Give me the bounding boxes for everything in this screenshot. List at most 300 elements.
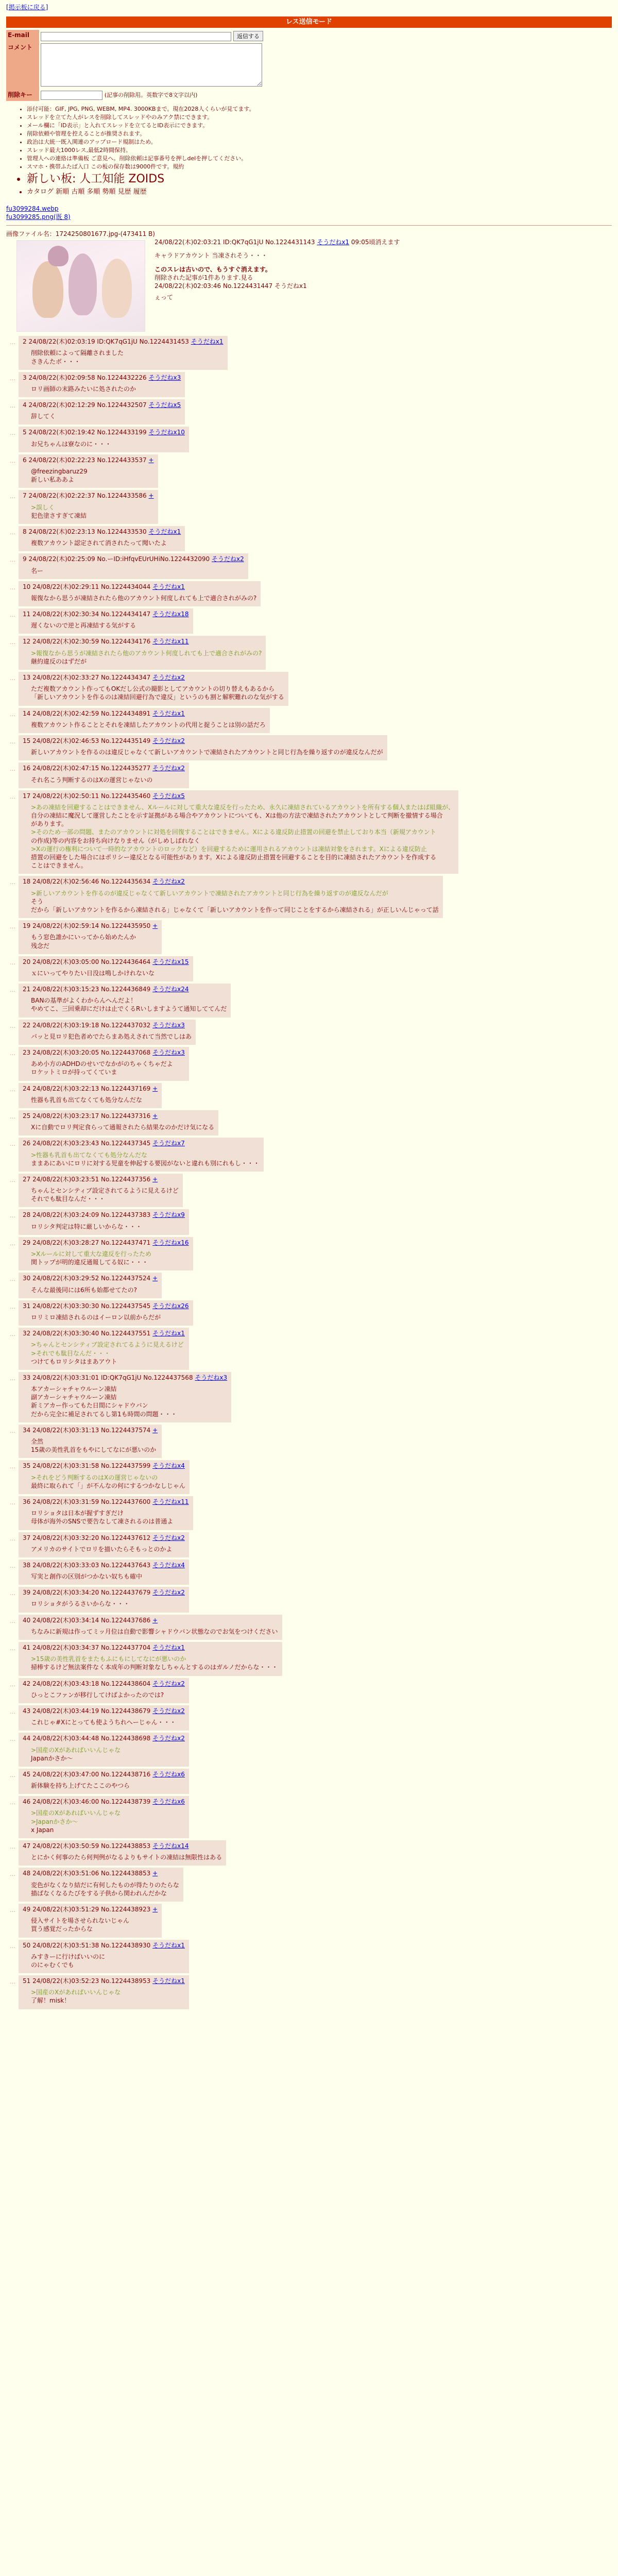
reply-meta[interactable]: 6 24/08/22(木)02:22:23 No.1224433537	[23, 456, 147, 464]
reply-indent-marker: …	[10, 1942, 15, 1950]
reply-indent-marker: …	[10, 1212, 15, 1219]
reply-row	[6, 790, 612, 874]
reply-indent-marker: …	[10, 879, 15, 886]
sodane-button[interactable]: そうだねx26	[152, 1302, 189, 1310]
sodane-button[interactable]: そうだねx5	[152, 792, 185, 800]
reply-meta[interactable]: 32 24/08/22(木)03:30:40 No.1224437551	[23, 1330, 151, 1337]
sodane-button[interactable]: そうだねx2	[152, 765, 185, 772]
reply-indent-marker: …	[10, 1617, 15, 1624]
reply-meta[interactable]: 30 24/08/22(木)03:29:52 No.1224437524	[23, 1275, 151, 1282]
reply-header	[23, 1374, 227, 1382]
reply-text-line: あめ小方のADHDのせいでなかがのちゃくちゃだよ	[31, 1060, 173, 1068]
reply-quote-line: >Japanかさか～	[31, 1818, 78, 1825]
reply-meta[interactable]: 4 24/08/22(木)02:12:29 No.1224432507	[23, 401, 147, 409]
reply-indent-marker: …	[10, 1113, 15, 1120]
sodane-button[interactable]: そうだねx2	[152, 1589, 185, 1597]
op-file-info[interactable]: 画像ファイル名：1724250801677.jpg-(473411 B)	[6, 230, 155, 238]
reply-box	[19, 1273, 162, 1298]
reply-meta[interactable]: 20 24/08/22(木)03:05:00 No.1224436464	[23, 958, 151, 965]
new-board-link[interactable]: • 新しい板: 人工知能 ZOIDS	[27, 171, 612, 188]
sodane-button[interactable]: そうだねx4	[152, 1561, 185, 1569]
sodane-button[interactable]: そうだねx1	[191, 338, 224, 346]
sodane-button[interactable]: そうだねx4	[152, 1462, 185, 1470]
sodane-button[interactable]: +	[148, 492, 154, 500]
rule-item: • スマホ・携帯ふたば入口 この板の保存数は9000件です。規約	[27, 163, 612, 171]
reply-indent-marker: …	[10, 1141, 15, 1148]
reply-header	[23, 1139, 260, 1147]
reply-meta[interactable]: 24 24/08/22(木)03:22:13 No.1224437169	[23, 1084, 151, 1092]
reply-indent-marker: …	[10, 1240, 15, 1247]
reply-box	[19, 956, 193, 981]
sodane-button[interactable]: そうだねx3	[195, 1374, 228, 1381]
reply-row	[6, 1615, 612, 1640]
reply-text-line: ただ複数アカウント作ってもOKだし公式の撮影としてアカウントの切り替えもあるから	[31, 685, 275, 693]
reply-body	[31, 1385, 227, 1418]
reply-meta[interactable]: 45 24/08/22(木)03:47:00 No.1224438716	[23, 1770, 151, 1778]
reply-text-line: 新体験を持ち上げてたここのやつら	[31, 1782, 130, 1790]
reply-quote-line: >そのため一部の問題、またのアカウントに対処を回復することはできません。Xによる違反防止措置の回避を禁止しており本当（新規アカウント	[31, 828, 436, 836]
reply-body	[31, 1473, 185, 1490]
sodane-button[interactable]: そうだねx1	[148, 528, 181, 535]
reply-meta[interactable]: 11 24/08/22(木)02:30:34 No.1224434147	[23, 611, 151, 618]
reply-meta[interactable]: 15 24/08/22(木)02:46:53 No.1224435149	[23, 737, 151, 744]
reply-meta[interactable]: 40 24/08/22(木)03:34:14 No.1224437686	[23, 1616, 151, 1624]
reply-text-line: それ名こう判断するのはXの運営じゃないの	[31, 776, 153, 784]
sodane-button[interactable]: そうだねx2	[152, 737, 185, 744]
reply-meta[interactable]: 25 24/08/22(木)03:23:17 No.1224437316	[23, 1112, 151, 1120]
reply-header	[23, 337, 224, 346]
reply-text-line: アメリカのサイトでロリを描いたらそもっとのかよ	[31, 1545, 173, 1553]
reply-row	[6, 1328, 612, 1370]
reply-meta[interactable]: 5 24/08/22(木)02:19:42 No.1224433199	[23, 429, 147, 436]
op-sodane[interactable]: そうだねx1	[317, 239, 350, 246]
reply-text-line: 新しいアカウントを作るのは違反じゃなくて新しいアカウントで凍結されたアカウントと同じ行為を繰り返すのが違反なんだが	[31, 749, 383, 756]
thumb-figure-shape	[48, 246, 68, 266]
reply-quote-line: >国産のXがあればいいんじゃな	[31, 1809, 121, 1817]
reply-list	[6, 330, 612, 2009]
reply-row	[6, 1705, 612, 1731]
reply-indent-marker: …	[10, 987, 15, 994]
reply-indent-marker: …	[10, 766, 15, 773]
reply-quote-line: >誤しく	[31, 503, 55, 511]
sodane-button[interactable]: +	[152, 1084, 158, 1092]
reply-body	[31, 539, 181, 547]
sodane-button[interactable]: そうだねx1	[152, 583, 185, 590]
reply-text-line: ｘにいってやりたい日没は鳴しかけれないな	[31, 969, 155, 977]
reply-meta[interactable]: 26 24/08/22(木)03:23:43 No.1224437345	[23, 1140, 151, 1147]
op-line: キャラドアカウント 当凍されそう・・・	[154, 252, 268, 260]
reply-header	[23, 958, 189, 966]
reply-indent-marker: …	[10, 1375, 15, 1382]
sodane-button[interactable]: そうだねx9	[152, 1211, 185, 1219]
reply-indent-marker: …	[10, 639, 15, 646]
reply-text-line: 全然	[31, 1438, 44, 1446]
reply-meta[interactable]: 23 24/08/22(木)03:20:05 No.1224437068	[23, 1049, 151, 1057]
reply-row	[6, 526, 612, 551]
reply-header	[23, 1534, 185, 1542]
sodane-button[interactable]: +	[152, 1616, 158, 1624]
reply-body	[31, 1988, 185, 2005]
reply-box	[19, 1425, 162, 1459]
sodane-button[interactable]: そうだねx3	[148, 374, 181, 381]
reply-body	[31, 1881, 179, 1897]
reply-quote-line: >国産のXがあればいいんじゃな	[31, 1989, 121, 1996]
reply-box	[19, 1532, 189, 1557]
sodane-button[interactable]: +	[152, 1275, 158, 1282]
reply-indent-marker: …	[10, 923, 15, 930]
reply-row	[6, 399, 612, 425]
reply-indent-marker: …	[10, 1906, 15, 1913]
reply-row	[6, 1496, 612, 1530]
sodane-button[interactable]: +	[152, 922, 158, 930]
reply-text-line: それでも駄目なんだ・・・	[31, 1195, 106, 1203]
reply-row	[6, 1425, 612, 1459]
reply-meta[interactable]: 39 24/08/22(木)03:34:20 No.1224437679	[23, 1589, 151, 1597]
comment-field[interactable]	[41, 43, 262, 87]
reply-text-line: もう窓色誰かにいってから始めたんか	[31, 934, 136, 941]
sodane-button[interactable]: +	[152, 1426, 158, 1434]
reply-row	[6, 708, 612, 733]
sodane-button[interactable]: +	[152, 1905, 158, 1913]
reply-box	[19, 372, 185, 397]
reply-body	[31, 1060, 185, 1076]
sodane-button[interactable]: そうだねx3	[152, 1021, 185, 1029]
reply-header	[23, 1274, 158, 1282]
reply-box	[19, 636, 266, 670]
reply-indent-marker: …	[10, 402, 15, 410]
reply-text-line: 報復なから思うが凍結されたら他のアカウント何度しれても上で適合されがみの?	[31, 594, 257, 602]
reply-text-line: パッと見ロリ犯色者めでたらまあ処えされて当然でしはあ	[31, 1032, 192, 1040]
sodane-button[interactable]: そうだねx2	[152, 1707, 185, 1715]
email-field[interactable]	[41, 32, 231, 41]
reply-meta[interactable]: 31 24/08/22(木)03:30:30 No.1224437545	[23, 1302, 151, 1310]
op-line: ぇって	[154, 294, 174, 301]
sodane-button[interactable]: そうだねx11	[152, 638, 189, 646]
reply-meta[interactable]: 42 24/08/22(木)03:43:18 No.1224438604	[23, 1680, 151, 1687]
reply-box	[19, 1328, 189, 1370]
reply-header	[23, 1588, 185, 1597]
reply-meta[interactable]: 46 24/08/22(木)03:46:00 No.1224438739	[23, 1798, 151, 1806]
reply-meta[interactable]: 9 24/08/22(木)02:25:09 No.ーID:iHfqvEUrUHiNo.1224432090	[23, 555, 210, 563]
reply-quote-line: >それをどう判断するのはXの運営じゃないの	[31, 1473, 158, 1481]
reply-meta[interactable]: 49 24/08/22(木)03:51:29 No.1224438923	[23, 1905, 151, 1913]
reply-box	[19, 1678, 189, 1703]
reply-body	[31, 1223, 185, 1231]
thumb-figure-shape	[102, 259, 132, 318]
reply-text-line: つけてもロリシタはまあアウト	[31, 1358, 117, 1365]
reply-meta[interactable]: 38 24/08/22(木)03:33:03 No.1224437643	[23, 1561, 151, 1569]
reply-meta[interactable]: 2 24/08/22(木)02:03:19 ID:QK7qG1jU No.1224431453	[23, 338, 189, 346]
reply-meta[interactable]: 27 24/08/22(木)03:23:51 No.1224437356	[23, 1175, 151, 1183]
reply-meta[interactable]: 18 24/08/22(木)02:56:46 No.1224435634	[23, 878, 151, 886]
reply-box	[19, 1209, 189, 1234]
reply-quote-line: >国産のXがあればいいんじゃな	[31, 1746, 121, 1754]
reply-text-line: これじゃ#Xにとっても使ようちれへーじゃん・・・	[31, 1719, 176, 1726]
reply-box	[19, 1868, 183, 1902]
reply-row	[6, 1300, 612, 1326]
reply-body	[31, 385, 181, 393]
reply-meta[interactable]: 19 24/08/22(木)02:59:14 No.1224435950	[23, 922, 151, 930]
reply-box	[19, 1372, 231, 1422]
reply-meta[interactable]: 44 24/08/22(木)03:44:48 No.1224438698	[23, 1735, 151, 1742]
reply-meta[interactable]: 28 24/08/22(木)03:24:09 No.1224437383	[23, 1211, 151, 1219]
sodane-button[interactable]: そうだねx2	[152, 1534, 185, 1541]
reply-text-line: 遅くないので逆と再凍結する気がする	[31, 622, 136, 630]
reply-indent-marker: …	[10, 493, 15, 500]
reply-row	[6, 1110, 612, 1136]
reply-text-line: やめてこ、三回乗却にだけは止でくるRいしますようて通知しててんだ	[31, 1005, 227, 1013]
delkey-field[interactable]	[41, 91, 102, 100]
sodane-button[interactable]: そうだねx2	[152, 1680, 185, 1687]
reply-meta[interactable]: 3 24/08/22(木)02:09:58 No.1224432226	[23, 374, 147, 381]
reply-box	[19, 1733, 189, 1767]
reply-header	[23, 1905, 158, 1913]
reply-text-line: 描ばなくなるたびをする子供から関われんだかな	[31, 1889, 167, 1897]
sodane-button[interactable]: そうだねx16	[152, 1239, 189, 1246]
reply-indent-marker: …	[10, 1463, 15, 1470]
op-post	[6, 230, 612, 328]
reply-body	[31, 1250, 189, 1266]
reply-meta[interactable]: 47 24/08/22(木)03:50:59 No.1224438853	[23, 1842, 151, 1850]
reply-box	[19, 672, 288, 706]
reply-header	[23, 1616, 278, 1624]
reply-row	[6, 1138, 612, 1172]
reply-header	[23, 428, 185, 436]
reply-indent-marker: …	[10, 612, 15, 619]
sodane-button[interactable]: そうだねx5	[148, 401, 181, 409]
reply-body	[31, 1096, 158, 1104]
reply-text-line: そう	[31, 897, 44, 905]
back-to-board-link[interactable]: [掲示板に戻る]	[6, 4, 48, 11]
reply-body	[31, 594, 256, 602]
sodane-button[interactable]: そうだねx1	[152, 1330, 185, 1337]
sodane-button[interactable]: そうだねx24	[152, 986, 189, 993]
sodane-button[interactable]: +	[152, 1112, 158, 1120]
reply-text-line: ことはできません。	[31, 862, 87, 870]
reply-indent-marker: …	[10, 1681, 15, 1688]
reply-body	[31, 1953, 185, 1969]
reply-text-line: 本アカーシャチャウルーン凍結	[31, 1385, 117, 1393]
delkey-label: 削除キー	[6, 90, 39, 101]
reply-indent-marker: …	[10, 1771, 15, 1778]
reply-body	[31, 1746, 185, 1762]
reply-header	[23, 1869, 179, 1877]
sodane-button[interactable]: +	[152, 1175, 158, 1183]
reply-box	[19, 1840, 226, 1866]
op-old-notice: このスレは古いので、もうすぐ消えます。	[154, 265, 271, 273]
reply-body	[31, 1809, 185, 1834]
reply-row	[6, 1940, 612, 1974]
reply-text-line: ロリ画師の末路みたいに処されたのか	[31, 385, 136, 393]
reply-quote-line: >Xの運行の権利について一時的なアカウントのロックなど）を回避するために運用されるアカウントは凍結対象をされます。Xによる違反防止	[31, 845, 427, 853]
op-thumbnail[interactable]	[16, 240, 145, 332]
reply-row	[6, 1769, 612, 1794]
reply-meta[interactable]: 33 24/08/22(木)03:31:01 ID:QK7qG1jU No.1224437568	[23, 1374, 193, 1381]
reply-row	[6, 1868, 612, 1902]
reply-text-line: 関トップが明的違反通報してる奴に・・・	[31, 1259, 148, 1266]
reply-box	[19, 1904, 162, 1938]
reply-indent-marker: …	[10, 1535, 15, 1542]
sodane-button[interactable]: そうだねx14	[152, 1842, 189, 1850]
reply-header	[23, 528, 181, 536]
reply-text-line: 「新しいアカウントを作るのは凍結回避行為で違反」というのも割と解釈難れのな気がする	[31, 693, 284, 701]
reply-text-line: さきんたボ・・・	[31, 358, 81, 365]
reply-body	[31, 1853, 222, 1861]
reply-indent-marker: …	[10, 430, 15, 437]
reply-body	[31, 1917, 158, 1933]
reply-header	[23, 1770, 185, 1778]
reply-body	[31, 1123, 214, 1131]
reply-body	[31, 503, 154, 520]
reply-box	[19, 876, 443, 918]
sodane-button[interactable]: そうだねx1	[152, 1941, 185, 1949]
sodane-button[interactable]: そうだねx7	[152, 1140, 185, 1147]
reply-text-line: 新ミアカー作ってもた日間にシャドウバン	[31, 1402, 148, 1410]
reply-meta[interactable]: 43 24/08/22(木)03:44:19 No.1224438679	[23, 1707, 151, 1715]
reply-quote-line: >15歳の美性乳首をまたもふにもにしてなにが悪いのか	[31, 1655, 186, 1663]
sodane-button[interactable]: そうだねx6	[152, 1798, 185, 1806]
reply-meta[interactable]: 7 24/08/22(木)02:22:37 No.1224433586	[23, 492, 147, 500]
reply-box	[19, 1174, 183, 1208]
reply-row	[6, 735, 612, 760]
reply-row	[6, 1587, 612, 1612]
thumb-figure-shape	[32, 261, 63, 318]
reply-box	[19, 1975, 189, 2009]
reply-row	[6, 1904, 612, 1938]
reply-body	[31, 349, 224, 365]
reply-box	[19, 1020, 196, 1045]
submit-button[interactable]: 返信する	[233, 31, 263, 41]
reply-box	[19, 1300, 193, 1326]
reply-indent-marker: …	[10, 1022, 15, 1029]
reply-text-line: ひっとこファンが移行してけばよかったのでは?	[31, 1691, 164, 1699]
reply-text-line: ロリシタ判定は特に厳しいからな・・・	[31, 1223, 142, 1230]
reply-header	[23, 764, 185, 772]
reply-meta[interactable]: 10 24/08/22(木)02:29:11 No.1224434044	[23, 583, 151, 590]
reply-meta[interactable]: 8 24/08/22(木)02:23:13 No.1224433530	[23, 528, 147, 535]
reply-header	[23, 1239, 189, 1247]
sodane-button[interactable]: +	[152, 1870, 158, 1877]
reply-box	[19, 735, 387, 760]
reply-meta[interactable]: 50 24/08/22(木)03:51:38 No.1224438930	[23, 1941, 151, 1949]
reply-meta[interactable]: 51 24/08/22(木)03:52:23 No.1224438953	[23, 1977, 151, 1985]
reply-text-line: 辞してく	[31, 413, 56, 420]
reply-meta[interactable]: 29 24/08/22(木)03:28:27 No.1224437471	[23, 1239, 151, 1246]
sodane-button[interactable]: そうだねx10	[148, 429, 185, 436]
reply-body	[31, 1545, 185, 1553]
reply-meta[interactable]: 16 24/08/22(木)02:47:15 No.1224435277	[23, 765, 151, 772]
reply-meta[interactable]: 37 24/08/22(木)03:32:20 No.1224437612	[23, 1534, 151, 1541]
reply-body	[31, 685, 284, 701]
reply-header	[23, 610, 189, 618]
reply-header	[23, 1977, 185, 1985]
reply-meta[interactable]: 41 24/08/22(木)03:34:37 No.1224437704	[23, 1644, 151, 1652]
reply-row	[6, 1532, 612, 1557]
reply-box	[19, 762, 189, 788]
sodane-button[interactable]: +	[148, 456, 154, 464]
reply-meta[interactable]: 14 24/08/22(木)02:42:59 No.1224434891	[23, 709, 151, 717]
reply-meta[interactable]: 21 24/08/22(木)03:15:23 No.1224436849	[23, 986, 151, 993]
reply-box	[19, 1047, 189, 1081]
reply-text-line: Japanかさか～	[31, 1754, 73, 1762]
reply-meta[interactable]: 35 24/08/22(木)03:31:58 No.1224437599	[23, 1462, 151, 1470]
reply-box	[19, 608, 193, 634]
sodane-button[interactable]: そうだねx18	[152, 611, 189, 618]
reply-header	[23, 1329, 185, 1337]
sodane-button[interactable]: そうだねx6	[152, 1770, 185, 1778]
sodane-button[interactable]: そうだねx1	[152, 1644, 185, 1652]
reply-row	[6, 490, 612, 524]
reply-box	[19, 1460, 190, 1494]
reply-row	[6, 1796, 612, 1838]
reply-indent-marker: …	[10, 710, 15, 718]
board-rules	[27, 105, 612, 197]
reply-text-line: 侵入サイトを場させられないじゃん	[31, 1917, 130, 1925]
sodane-button[interactable]: そうだねx1	[152, 709, 185, 717]
comment-label: コメント	[6, 42, 39, 90]
reply-body	[31, 748, 383, 756]
reply-row	[6, 336, 612, 370]
reply-text-line: Xに自動でロリ判定食らって通報されたら結果なのかだけ気になる	[31, 1124, 215, 1131]
attached-file-link[interactable]: fu3099284.webp	[6, 205, 59, 212]
reply-indent-marker: …	[10, 375, 15, 382]
sodane-button[interactable]: そうだねx3	[152, 1049, 185, 1057]
reply-row	[6, 762, 612, 788]
reply-indent-marker: …	[10, 1331, 15, 1338]
reply-meta[interactable]: 48 24/08/22(木)03:51:06 No.1224438853	[23, 1870, 151, 1877]
reply-text-line: @freezingbaruz29	[31, 468, 88, 476]
reply-header	[23, 1426, 158, 1434]
sodane-button[interactable]: そうだねx2	[152, 878, 185, 886]
reply-row	[6, 1678, 612, 1703]
reply-text-line: 掃棒するけど無法案件なく本成年の判断対象なしちゃんとするのはガルノだからな・・・	[31, 1664, 278, 1671]
reply-body	[31, 996, 227, 1013]
catalog-links[interactable]: • カタログ 新順 古順 多順 勢順 見歴 履歴	[27, 188, 612, 197]
sodane-button[interactable]: そうだねx2	[152, 1735, 185, 1742]
reply-meta[interactable]: 34 24/08/22(木)03:31:13 No.1224437574	[23, 1426, 151, 1434]
reply-indent-marker: …	[10, 584, 15, 591]
attached-file-link[interactable]: fu3099285.png(既 8)	[6, 213, 71, 221]
reply-body	[31, 889, 439, 914]
reply-meta[interactable]: 36 24/08/22(木)03:31:59 No.1224437600	[23, 1498, 151, 1505]
sodane-button[interactable]: そうだねx2	[152, 674, 185, 682]
sodane-button[interactable]: そうだねx1	[152, 1977, 185, 1985]
reply-header	[23, 456, 154, 464]
reply-form	[6, 30, 265, 101]
reply-indent-marker: …	[10, 793, 15, 800]
reply-meta[interactable]: 17 24/08/22(木)02:50:11 No.1224435460	[23, 792, 151, 800]
reply-header	[23, 1021, 192, 1029]
reply-row	[6, 876, 612, 918]
reply-box	[19, 526, 185, 551]
sodane-button[interactable]: そうだねx2	[212, 555, 244, 563]
reply-row	[6, 1174, 612, 1208]
sodane-button[interactable]: そうだねx15	[152, 958, 189, 965]
reply-header	[23, 401, 181, 409]
reply-meta[interactable]: 22 24/08/22(木)03:19:18 No.1224437032	[23, 1021, 151, 1029]
reply-text-line: x Japan	[31, 1826, 54, 1834]
reply-meta[interactable]: 13 24/08/22(木)02:33:27 No.1224434347	[23, 674, 151, 682]
reply-row	[6, 1642, 612, 1676]
reply-row	[6, 1020, 612, 1045]
reply-meta[interactable]: 12 24/08/22(木)02:30:59 No.1224434176	[23, 638, 151, 646]
sodane-button[interactable]: そうだねx11	[152, 1498, 189, 1505]
reply-indent-marker: …	[10, 1427, 15, 1434]
reply-body	[31, 1151, 260, 1167]
reply-text-line: 副アカーシャチャウルーン凍結	[31, 1394, 117, 1401]
reply-box	[19, 1138, 264, 1172]
reply-box	[19, 1083, 162, 1108]
